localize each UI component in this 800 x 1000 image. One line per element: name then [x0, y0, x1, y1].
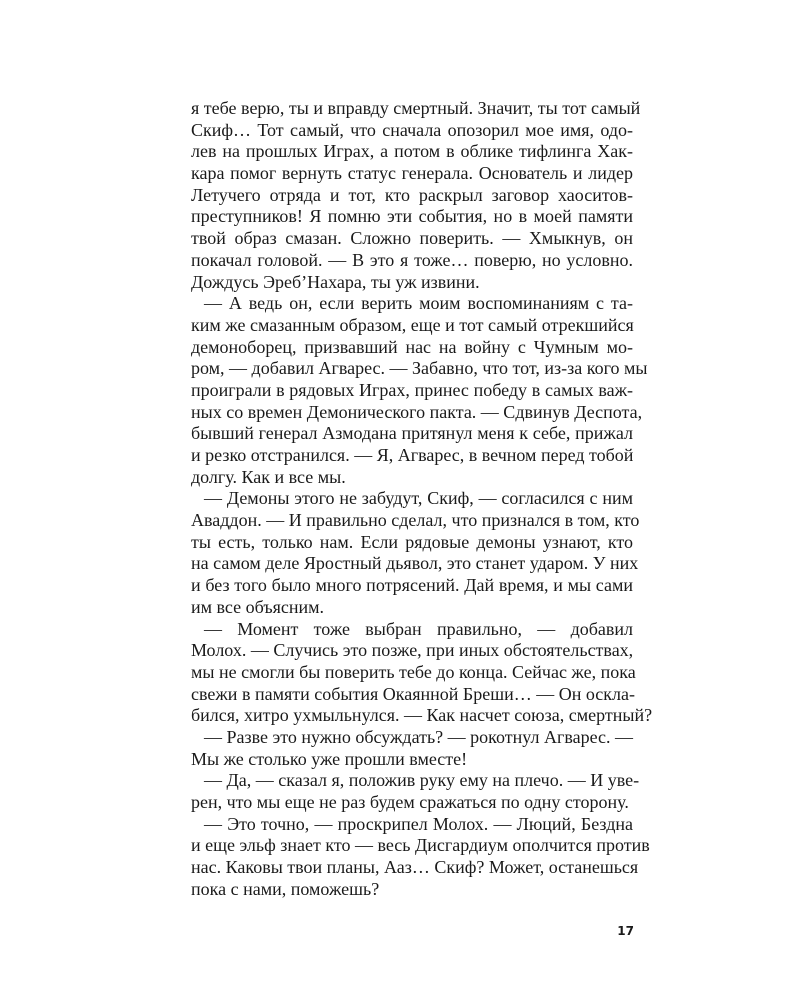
- text-line: Мы же столько уже прошли вместе!: [191, 748, 468, 769]
- text-line: демоноборец, призвавший нас на войну с Чумным мо-: [191, 336, 633, 357]
- text-line: — Разве это нужно обсуждать? — рокотнул Агварес. —: [204, 726, 634, 747]
- text-line: Молох. — Случись это позже, при иных обстоятельствах,: [191, 640, 634, 661]
- text-line: Аваддон. — И правильно сделал, что признался в том, кто: [191, 510, 640, 531]
- text-line: и без того было много потрясений. Дай время, и мы сами: [191, 575, 633, 596]
- text-line: лев на прошлых Играх, а потом в облике тифлинга Хак-: [191, 141, 633, 162]
- text-line: Скиф… Тот самый, что сначала опозорил мое имя, одо-: [191, 119, 633, 140]
- body-text: [191, 98, 653, 900]
- text-line: и резко отстранился. — Я, Агварес, в вечном перед тобой: [191, 445, 634, 465]
- text-line: мы не смогли бы поверить тебе до конца. Сейчас же, пока: [191, 661, 636, 682]
- text-line: твой образ смазан. Сложно поверить. — Хмыкнув, он: [191, 228, 633, 249]
- text-line: — Момент тоже выбран правильно, — добавил: [204, 618, 633, 639]
- text-line: нас. Каковы твои планы, Ааз… Скиф? Может, останешься: [191, 857, 639, 878]
- text-line: пока с нами, поможешь?: [191, 878, 380, 899]
- text-line: ных со времен Демонического пакта. — Сдвинув Деспота,: [191, 401, 643, 422]
- text-line: — Демоны этого не забудут, Скиф, — согласился с ним: [204, 488, 633, 509]
- text-line: долгу. Как и все мы.: [191, 466, 346, 487]
- text-line: ким же смазанным образом, еще и тот самый отрекшийся: [191, 314, 634, 335]
- text-line: — Да, — сказал я, положив руку ему на плечо. — И уве-: [204, 770, 640, 791]
- text-line: покачал головой. — В это я тоже… поверю, но условно.: [191, 249, 633, 270]
- text-line: проиграли в рядовых Играх, принес победу в самых важ-: [191, 379, 633, 400]
- text-line: Летучего отряда и тот, кто раскрыл заговор хаоситов-: [191, 184, 633, 205]
- text-line: бывший генерал Азмодана притянул меня к себе, прижал: [191, 423, 633, 444]
- text-line: ром, — добавил Агварес. — Забавно, что тот, из-за кого мы: [191, 358, 648, 379]
- text-line: рен, что мы еще не раз будем сражаться по одну сторону.: [191, 792, 629, 812]
- text-line: бился, хитро ухмыльнулся. — Как насчет союза, смертный?: [191, 705, 653, 726]
- text-line: я тебе верю, ты и вправду смертный. Значит, ты тот самый: [191, 98, 641, 118]
- text-line: на самом деле Яростный дьявол, это станет ударом. У них: [191, 553, 639, 574]
- text-line: свежи в памяти события Окаянной Бреши… — Он оскла-: [191, 683, 635, 704]
- text-line: ты есть, только нам. Если рядовые демоны узнают, кто: [191, 531, 633, 552]
- text-line: — А ведь он, если верить моим воспоминаниям с та-: [204, 293, 633, 314]
- text-line: — Это точно, — проскрипел Молох. — Люций, Бездна: [204, 813, 633, 834]
- text-line: кара помог вернуть статус генерала. Основатель и лидер: [191, 163, 633, 184]
- text-line: Дождусь Эреб’Нахара, ты уж извини.: [191, 271, 480, 292]
- text-line: и еще эльф знает кто — весь Дисгардиум ополчится против: [191, 835, 650, 856]
- text-line: преступников! Я помню эти события, но в моей памяти: [191, 206, 633, 227]
- text-line: им все объясним.: [191, 596, 325, 617]
- page-number: 17: [617, 924, 634, 938]
